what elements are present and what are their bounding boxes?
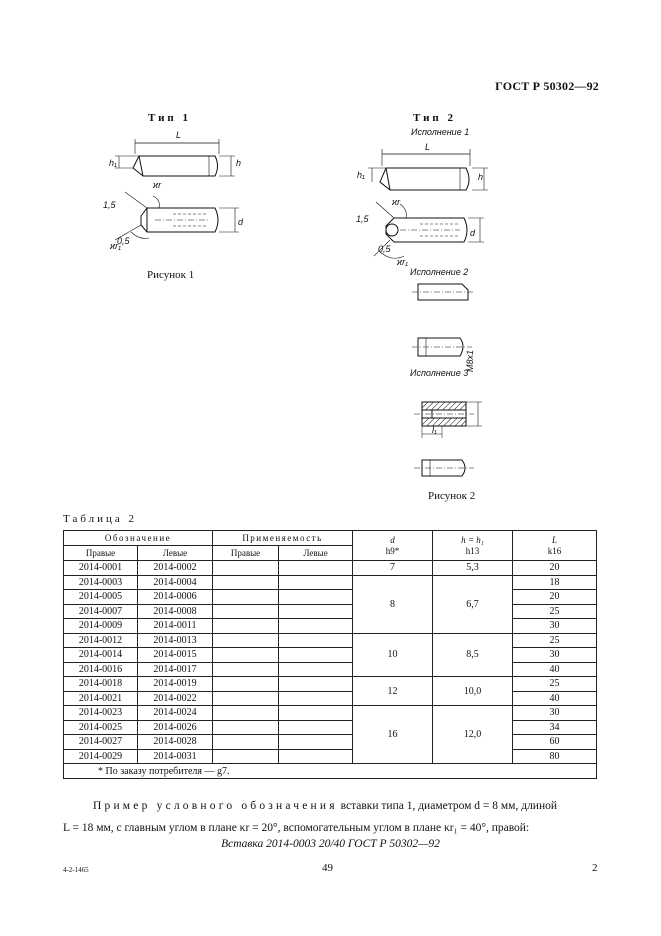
cell-left-designation: 2014-0011	[138, 619, 213, 634]
fig2-label-d: d	[470, 228, 476, 238]
cell-applicability-left	[279, 706, 353, 721]
cell-applicability-left	[279, 633, 353, 648]
table-row	[64, 575, 597, 590]
table-row	[64, 749, 597, 764]
fig1-label-h1: h₁	[109, 158, 117, 168]
table-row	[64, 677, 597, 692]
header-L: L k16	[513, 531, 597, 561]
cell-d: 12	[353, 677, 433, 706]
fig2-label-L: L	[425, 142, 431, 152]
cell-left-designation: 2014-0002	[138, 561, 213, 576]
cell-applicability-left	[279, 749, 353, 764]
cell-applicability-right	[213, 735, 279, 750]
header-left: Левые	[138, 546, 213, 561]
table-2	[63, 530, 597, 779]
cell-right-designation: 2014-0021	[64, 691, 138, 706]
fig1-label-r1: 1,5	[103, 200, 116, 210]
cell-L: 25	[513, 633, 597, 648]
cell-h: 6,7	[433, 575, 513, 633]
fig2-label-r1: 1,5	[356, 214, 369, 224]
cell-L: 80	[513, 749, 597, 764]
cell-right-designation: 2014-0007	[64, 604, 138, 619]
table-footnote: * По заказу потребителя — g7.	[64, 764, 597, 779]
cell-left-designation: 2014-0019	[138, 677, 213, 692]
example-text2: L = 18 мм, с главным углом в плане κr = 20°, вспомогательным углом в плане κr₁ = 40°, правой:	[63, 822, 530, 834]
fig2-label-kr: ϰr	[392, 197, 401, 207]
cell-applicability-left	[279, 720, 353, 735]
figure2-variant2: Исполнение 2	[410, 267, 469, 277]
cell-h: 5,3	[433, 561, 513, 576]
header-d: d h9*	[353, 531, 433, 561]
cell-h: 10,0	[433, 677, 513, 706]
cell-applicability-left	[279, 648, 353, 663]
header-applic-left: Левые	[279, 546, 353, 561]
cell-left-designation: 2014-0008	[138, 604, 213, 619]
standard-number: ГОСТ Р 50302—92	[495, 79, 599, 93]
cell-applicability-left	[279, 735, 353, 750]
table-row	[64, 619, 597, 634]
cell-L: 30	[513, 648, 597, 663]
page-number: 49	[322, 862, 333, 874]
fig1-label-r2: 0,5	[117, 236, 130, 246]
fig1-label-kr: ϰr	[153, 180, 162, 190]
cell-L: 18	[513, 575, 597, 590]
cell-right-designation: 2014-0001	[64, 561, 138, 576]
cell-applicability-left	[279, 691, 353, 706]
cell-applicability-left	[279, 575, 353, 590]
cell-applicability-right	[213, 648, 279, 663]
cell-d: 10	[353, 633, 433, 677]
cell-L: 25	[513, 604, 597, 619]
table-row	[64, 662, 597, 677]
cell-applicability-right	[213, 561, 279, 576]
table-row	[64, 691, 597, 706]
cell-L: 30	[513, 706, 597, 721]
cell-h: 12,0	[433, 706, 513, 764]
print-code: 4-2-1465	[63, 866, 89, 874]
fig2-label-h: h	[478, 172, 484, 182]
cell-right-designation: 2014-0012	[64, 633, 138, 648]
cell-left-designation: 2014-0026	[138, 720, 213, 735]
table-row	[64, 561, 597, 576]
figure1-caption: Рисунок 1	[147, 269, 195, 281]
table-row	[64, 720, 597, 735]
cell-right-designation: 2014-0023	[64, 706, 138, 721]
cell-right-designation: 2014-0005	[64, 590, 138, 605]
cell-applicability-right	[213, 662, 279, 677]
cell-applicability-right	[213, 677, 279, 692]
cell-applicability-left	[279, 662, 353, 677]
cell-left-designation: 2014-0013	[138, 633, 213, 648]
header-designation: Обозначение	[64, 531, 213, 546]
cell-left-designation: 2014-0024	[138, 706, 213, 721]
example-designation: Вставка 2014-0003 20/40 ГОСТ Р 50302—92	[221, 838, 440, 850]
cell-applicability-right	[213, 590, 279, 605]
figure1-type-title: Тип 1	[148, 112, 191, 124]
header-applicability: Применяемость	[213, 531, 353, 546]
cell-right-designation: 2014-0025	[64, 720, 138, 735]
example-paragraph	[63, 795, 598, 839]
cell-applicability-right	[213, 749, 279, 764]
cell-applicability-right	[213, 633, 279, 648]
table-row	[64, 735, 597, 750]
cell-L: 30	[513, 619, 597, 634]
cell-d: 16	[353, 706, 433, 764]
table-row	[64, 648, 597, 663]
figure2-variant3: Исполнение 3	[410, 368, 469, 378]
figure2-variant3-drawing	[410, 380, 500, 490]
cell-h: 8,5	[433, 633, 513, 677]
fig1-label-kr1: ϰr₁	[110, 241, 121, 251]
cell-right-designation: 2014-0009	[64, 619, 138, 634]
cell-right-designation: 2014-0003	[64, 575, 138, 590]
header-right: Правые	[64, 546, 138, 561]
cell-right-designation: 2014-0014	[64, 648, 138, 663]
cell-applicability-left	[279, 590, 353, 605]
cell-left-designation: 2014-0031	[138, 749, 213, 764]
example-heading: Пример условного обозначения	[93, 800, 338, 812]
cell-d: 8	[353, 575, 433, 633]
table-title: Таблица 2	[63, 513, 138, 525]
cell-applicability-right	[213, 575, 279, 590]
cell-d: 7	[353, 561, 433, 576]
cell-applicability-left	[279, 561, 353, 576]
cell-left-designation: 2014-0006	[138, 590, 213, 605]
header-h: h = h₁ h13	[433, 531, 513, 561]
cell-left-designation: 2014-0028	[138, 735, 213, 750]
cell-applicability-right	[213, 706, 279, 721]
table-row	[64, 706, 597, 721]
fig1-label-d: d	[238, 217, 244, 227]
figure2-type-title: Тип 2	[413, 112, 456, 124]
table-row	[64, 633, 597, 648]
cell-left-designation: 2014-0004	[138, 575, 213, 590]
fig2-label-l1: l₁	[432, 425, 437, 435]
header-applic-right: Правые	[213, 546, 279, 561]
sheet-number: 2	[592, 862, 598, 874]
figure2-variant1: Исполнение 1	[411, 127, 470, 137]
cell-right-designation: 2014-0016	[64, 662, 138, 677]
cell-L: 20	[513, 561, 597, 576]
cell-L: 40	[513, 662, 597, 677]
cell-right-designation: 2014-0029	[64, 749, 138, 764]
cell-left-designation: 2014-0022	[138, 691, 213, 706]
table-row	[64, 604, 597, 619]
cell-L: 34	[513, 720, 597, 735]
fig2-label-r2: 0,5	[378, 244, 391, 254]
cell-left-designation: 2014-0015	[138, 648, 213, 663]
fig1-label-h: h	[236, 158, 242, 168]
figure2-variant2-drawing	[410, 280, 490, 370]
cell-applicability-right	[213, 720, 279, 735]
fig2-label-h1: h₁	[357, 170, 365, 180]
cell-L: 20	[513, 590, 597, 605]
cell-L: 40	[513, 691, 597, 706]
cell-right-designation: 2014-0018	[64, 677, 138, 692]
fig2-label-kr1: ϰr₁	[397, 257, 408, 267]
cell-L: 25	[513, 677, 597, 692]
figure2-caption: Рисунок 2	[428, 490, 476, 502]
cell-applicability-right	[213, 691, 279, 706]
cell-right-designation: 2014-0027	[64, 735, 138, 750]
fig2-label-thread: M8x1	[465, 349, 475, 372]
fig1-label-L: L	[176, 130, 182, 140]
example-text1: вставки типа 1, диаметром d = 8 мм, длиной	[337, 800, 558, 812]
cell-left-designation: 2014-0017	[138, 662, 213, 677]
cell-applicability-right	[213, 604, 279, 619]
table-row	[64, 590, 597, 605]
cell-applicability-left	[279, 604, 353, 619]
cell-applicability-right	[213, 619, 279, 634]
cell-L: 60	[513, 735, 597, 750]
cell-applicability-left	[279, 619, 353, 634]
cell-applicability-left	[279, 677, 353, 692]
